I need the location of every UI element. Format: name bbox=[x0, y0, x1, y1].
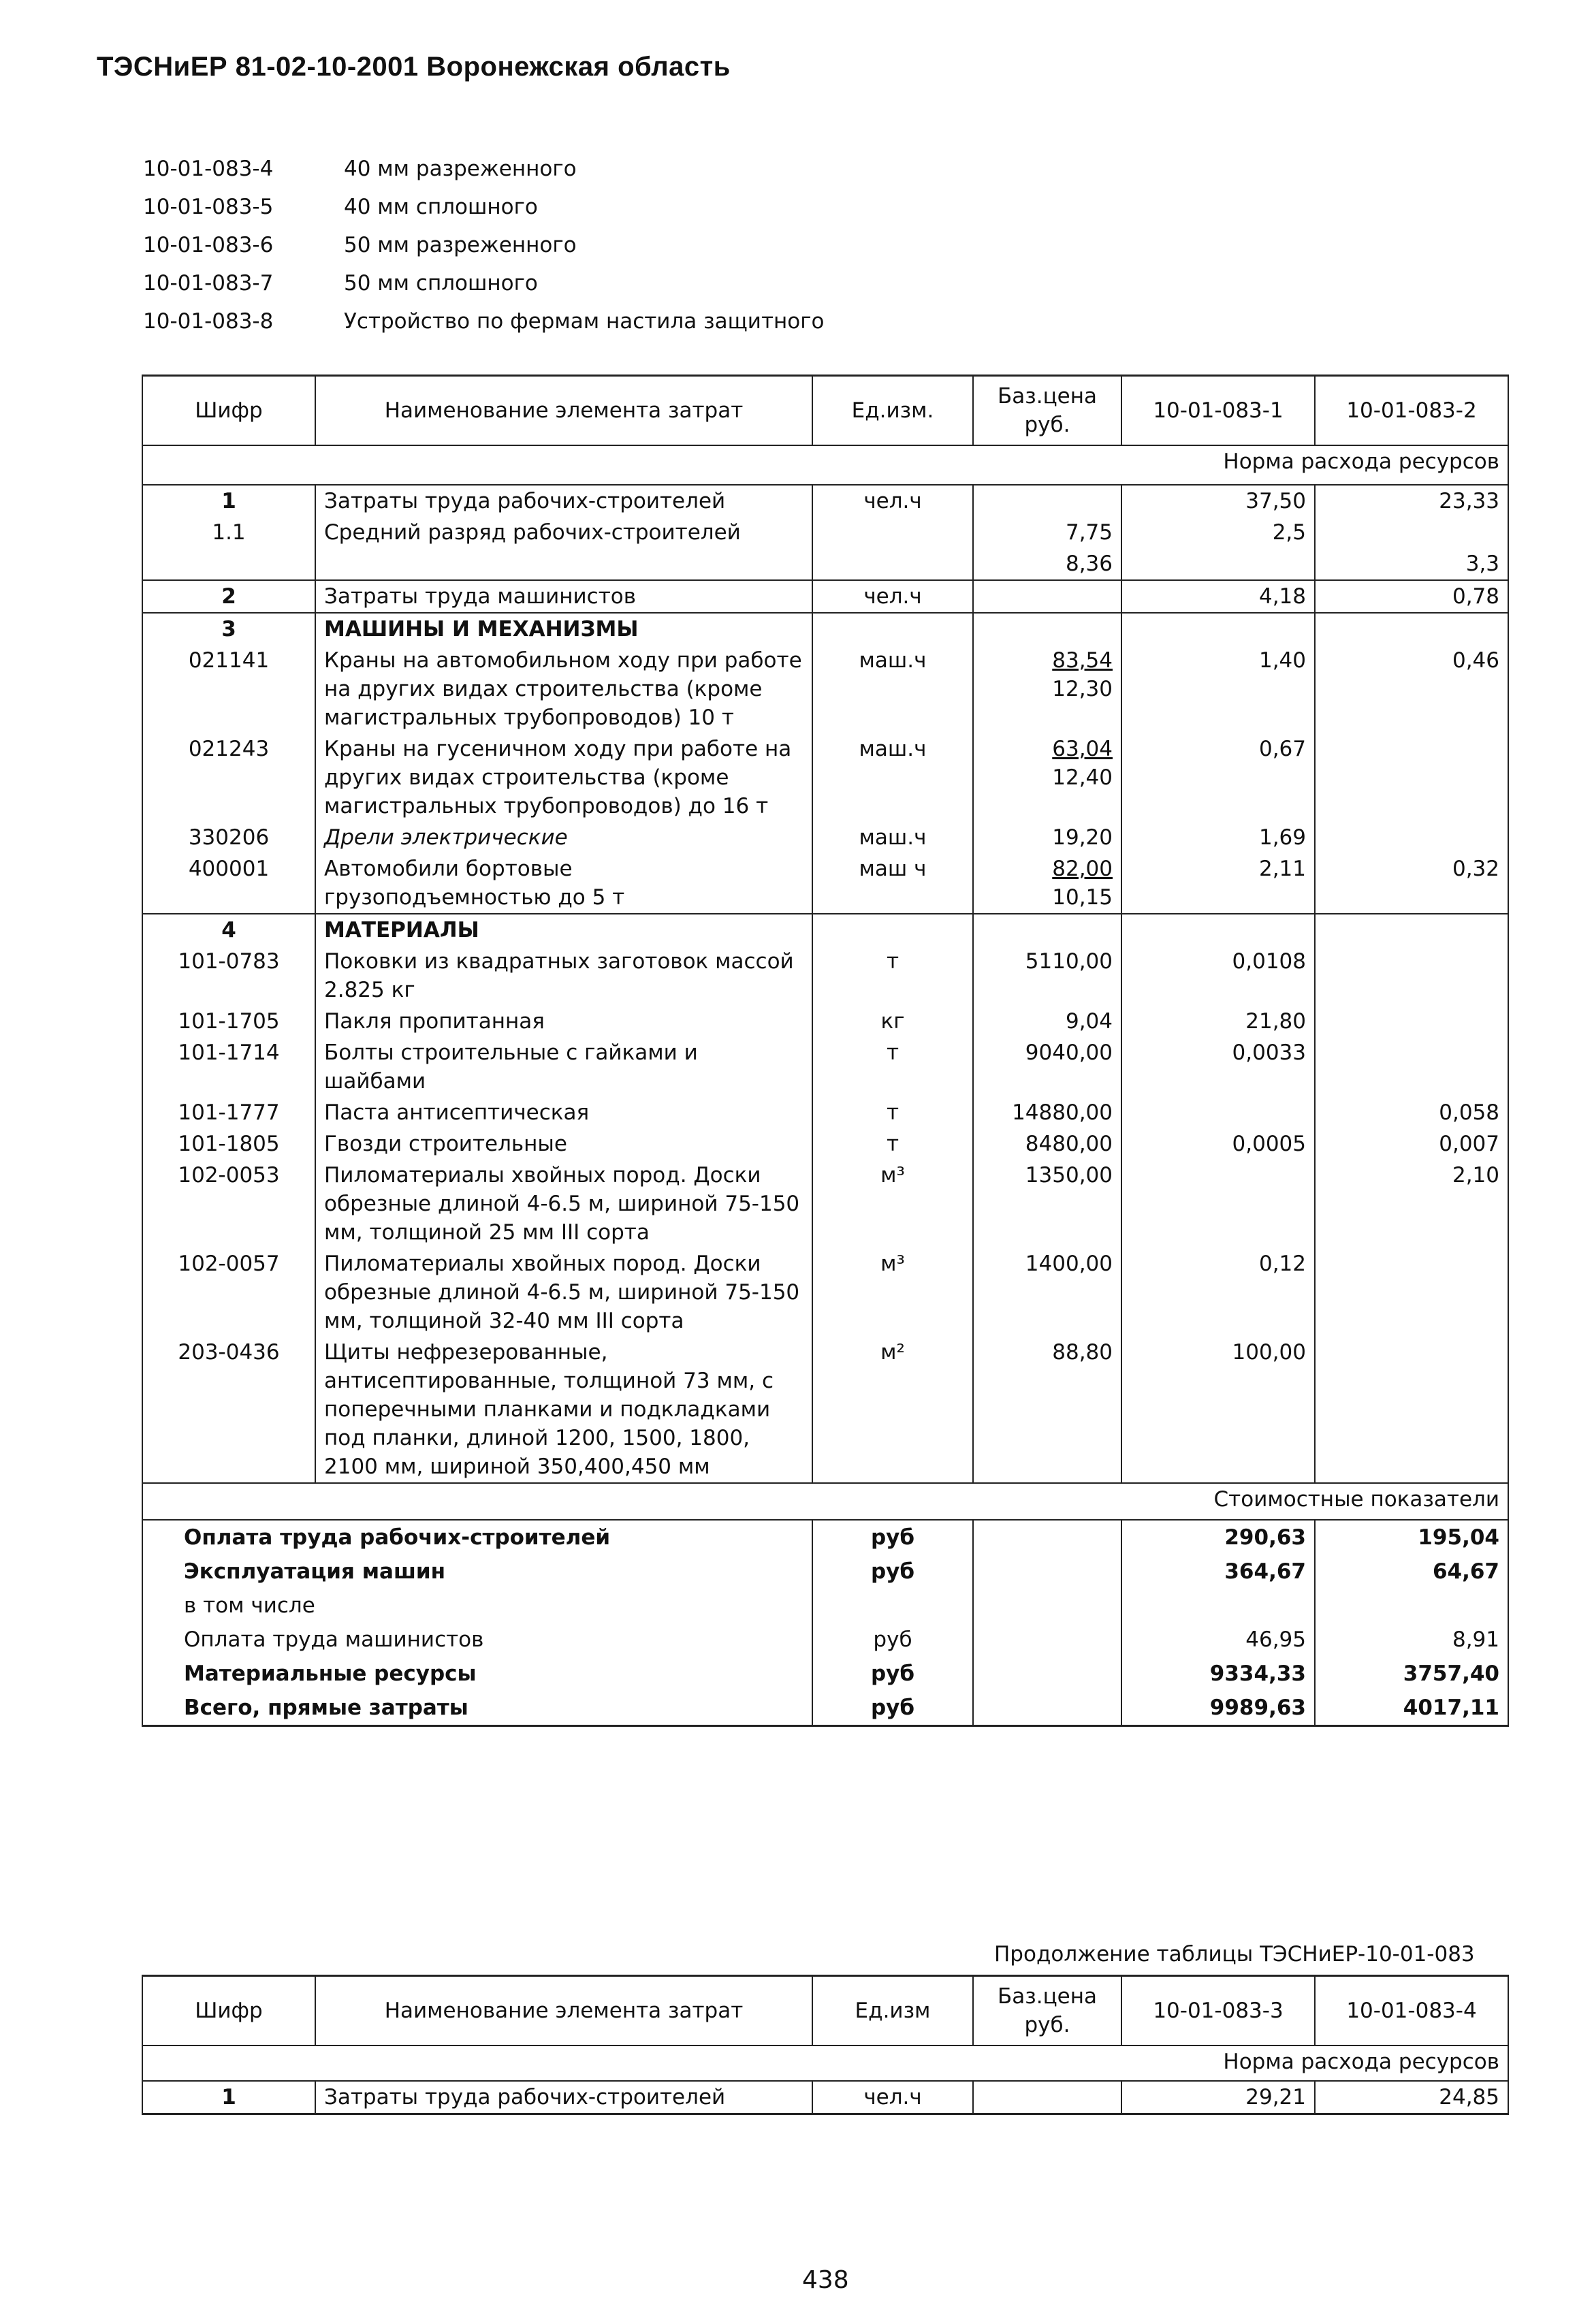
variant-code: 10-01-083-8 bbox=[143, 309, 274, 334]
variant-name: 40 мм сплошного bbox=[344, 195, 538, 219]
row-name: Затраты труда рабочих-строителей bbox=[315, 2081, 812, 2114]
row-code: 2 bbox=[142, 580, 315, 613]
row-value-1: 0,67 bbox=[1121, 733, 1315, 822]
summary-value-1: 9334,33 bbox=[1121, 1657, 1315, 1691]
row-code: 4 bbox=[142, 914, 315, 946]
row-value-2: 3,3 bbox=[1315, 548, 1508, 580]
row-value-1: 100,00 bbox=[1121, 1337, 1315, 1483]
row-value-2 bbox=[1315, 1337, 1508, 1483]
header-col1: 10-01-083-1 bbox=[1121, 376, 1315, 446]
row-value-2: 2,10 bbox=[1315, 1160, 1508, 1248]
row-unit: м³ bbox=[812, 1160, 973, 1248]
summary-name: Оплата труда машинистов bbox=[142, 1623, 812, 1657]
row-value-1 bbox=[1121, 548, 1315, 580]
row-code: 400001 bbox=[142, 853, 315, 914]
summary-unit: руб bbox=[812, 1623, 973, 1657]
table-row bbox=[142, 1037, 1508, 1097]
row-unit: маш ч bbox=[812, 853, 973, 914]
row-unit: т bbox=[812, 1128, 973, 1160]
header-unit: Ед.изм. bbox=[812, 376, 973, 446]
table-row bbox=[142, 1248, 1508, 1337]
header-col2: 10-01-083-2 bbox=[1315, 376, 1508, 446]
table-row bbox=[142, 1160, 1508, 1248]
row-price-machinist: 12,40 bbox=[1052, 765, 1113, 790]
variant-code: 10-01-083-7 bbox=[143, 271, 274, 296]
header-name: Наименование элемента затрат bbox=[315, 376, 812, 446]
row-price-machinist: 12,30 bbox=[1052, 677, 1113, 701]
variant-item bbox=[143, 271, 825, 309]
row-code: 1.1 bbox=[142, 517, 315, 548]
row-value-2: 24,85 bbox=[1315, 2081, 1508, 2114]
row-price: 1350,00 bbox=[973, 1160, 1121, 1248]
variant-name: 50 мм сплошного bbox=[344, 271, 538, 296]
row-value-2 bbox=[1315, 1037, 1508, 1097]
row-value-2 bbox=[1315, 946, 1508, 1006]
row-value-2: 0,007 bbox=[1315, 1128, 1508, 1160]
table-row bbox=[142, 517, 1508, 548]
row-code: 102-0057 bbox=[142, 1248, 315, 1337]
cost-caption: Стоимостные показатели bbox=[142, 1483, 1508, 1520]
header-name: Наименование элемента затрат bbox=[315, 1976, 812, 2046]
summary-unit bbox=[812, 1589, 973, 1623]
row-value-2: 0,46 bbox=[1315, 645, 1508, 733]
header-price: Баз.цена руб. bbox=[973, 1976, 1121, 2046]
variant-code: 10-01-083-5 bbox=[143, 195, 274, 219]
row-price: 83,54 bbox=[1052, 648, 1113, 673]
row-unit: м² bbox=[812, 1337, 973, 1483]
norm-caption: Норма расхода ресурсов bbox=[142, 445, 1508, 485]
row-code: 203-0436 bbox=[142, 1337, 315, 1483]
row-name: Средний разряд рабочих-строителей bbox=[315, 517, 812, 548]
summary-row bbox=[142, 1589, 1508, 1623]
row-unit: т bbox=[812, 946, 973, 1006]
row-value-1: 37,50 bbox=[1121, 485, 1315, 517]
row-name: Пакля пропитанная bbox=[315, 1006, 812, 1037]
variant-name: Устройство по фермам настила защитного bbox=[344, 309, 825, 334]
summary-value-2: 8,91 bbox=[1315, 1623, 1508, 1657]
norm-caption-row bbox=[142, 2046, 1508, 2081]
row-code: 101-1714 bbox=[142, 1037, 315, 1097]
section-row bbox=[142, 613, 1508, 645]
variant-name: 50 мм разреженного bbox=[344, 233, 577, 257]
table-row bbox=[142, 733, 1508, 822]
row-unit: маш.ч bbox=[812, 645, 973, 733]
row-name: Затраты труда рабочих-строителей bbox=[315, 485, 812, 517]
row-unit: м³ bbox=[812, 1248, 973, 1337]
summary-value-1 bbox=[1121, 1589, 1315, 1623]
row-code: 102-0053 bbox=[142, 1160, 315, 1248]
row-name: Автомобили бортовые грузоподъемностью до 5 т bbox=[315, 853, 812, 914]
row-value-2: 0,058 bbox=[1315, 1097, 1508, 1128]
row-price: 14880,00 bbox=[973, 1097, 1121, 1128]
row-price: 9,04 bbox=[973, 1006, 1121, 1037]
row-value-2 bbox=[1315, 1248, 1508, 1337]
summary-unit: руб bbox=[812, 1520, 973, 1555]
variant-name: 40 мм разреженного bbox=[344, 157, 577, 181]
row-unit bbox=[812, 517, 973, 548]
row-unit: маш.ч bbox=[812, 822, 973, 853]
row-price bbox=[973, 580, 1121, 613]
summary-unit: руб bbox=[812, 1555, 973, 1589]
row-name: Щиты нефрезерованные, антисептированные, толщиной 73 мм, с поперечными планками и подкладками под планки, длиной 1200, 1500, 1800, 2100 мм, шириной 350,400,450 мм bbox=[315, 1337, 812, 1483]
table-row bbox=[142, 548, 1508, 580]
row-code: 3 bbox=[142, 613, 315, 645]
variant-code: 10-01-083-4 bbox=[143, 157, 274, 181]
table-row bbox=[142, 853, 1508, 914]
row-value-1: 2,5 bbox=[1121, 517, 1315, 548]
row-name: Дрели электрические bbox=[315, 822, 812, 853]
row-value-1 bbox=[1121, 1160, 1315, 1248]
summary-value-1: 290,63 bbox=[1121, 1520, 1315, 1555]
header-col1: 10-01-083-3 bbox=[1121, 1976, 1315, 2046]
variant-item bbox=[143, 233, 825, 271]
section-title: МАТЕРИАЛЫ bbox=[315, 914, 812, 946]
row-price: 8480,00 bbox=[973, 1128, 1121, 1160]
summary-value-1: 364,67 bbox=[1121, 1555, 1315, 1589]
norm-caption-row bbox=[142, 445, 1508, 485]
norm-caption: Норма расхода ресурсов bbox=[142, 2046, 1508, 2081]
row-price: 19,20 bbox=[973, 822, 1121, 853]
row-code: 1 bbox=[142, 2081, 315, 2114]
row-price bbox=[973, 485, 1121, 517]
row-code: 101-0783 bbox=[142, 946, 315, 1006]
table-header-row bbox=[142, 376, 1508, 446]
row-name: Паста антисептическая bbox=[315, 1097, 812, 1128]
row-code: 330206 bbox=[142, 822, 315, 853]
row-value-2 bbox=[1315, 517, 1508, 548]
row-price: 63,04 bbox=[1052, 737, 1113, 761]
table-row bbox=[142, 2081, 1508, 2114]
summary-value-2: 195,04 bbox=[1315, 1520, 1508, 1555]
resource-table bbox=[142, 375, 1509, 1727]
summary-value-2: 64,67 bbox=[1315, 1555, 1508, 1589]
table-row bbox=[142, 822, 1508, 853]
summary-name: Эксплуатация машин bbox=[142, 1555, 812, 1589]
header-code: Шифр bbox=[142, 376, 315, 446]
row-unit: чел.ч bbox=[812, 2081, 973, 2114]
row-price: 7,75 bbox=[973, 517, 1121, 548]
table-row bbox=[142, 580, 1508, 613]
row-unit bbox=[812, 548, 973, 580]
row-unit: т bbox=[812, 1037, 973, 1097]
summary-row bbox=[142, 1657, 1508, 1691]
row-name: Гвозди строительные bbox=[315, 1128, 812, 1160]
summary-unit: руб bbox=[812, 1691, 973, 1726]
row-price-machinist: 10,15 bbox=[1052, 885, 1113, 910]
row-price: 88,80 bbox=[973, 1337, 1121, 1483]
row-value-2: 23,33 bbox=[1315, 485, 1508, 517]
row-unit: т bbox=[812, 1097, 973, 1128]
table-row bbox=[142, 1006, 1508, 1037]
table-row bbox=[142, 946, 1508, 1006]
row-name bbox=[315, 548, 812, 580]
table-row bbox=[142, 1128, 1508, 1160]
header-col2: 10-01-083-4 bbox=[1315, 1976, 1508, 2046]
summary-name: Оплата труда рабочих-строителей bbox=[142, 1520, 812, 1555]
row-value-2: 0,32 bbox=[1315, 853, 1508, 914]
summary-value-2: 4017,11 bbox=[1315, 1691, 1508, 1726]
table-row bbox=[142, 485, 1508, 517]
summary-unit: руб bbox=[812, 1657, 973, 1691]
row-name: Краны на гусеничном ходу при работе на других видах строительства (кроме магистральных трубопроводов) до 16 т bbox=[315, 733, 812, 822]
row-price: 8,36 bbox=[973, 548, 1121, 580]
row-code bbox=[142, 548, 315, 580]
variant-item bbox=[143, 157, 825, 195]
table-row bbox=[142, 645, 1508, 733]
row-value-1: 2,11 bbox=[1121, 853, 1315, 914]
row-value-1: 0,0005 bbox=[1121, 1128, 1315, 1160]
row-unit: чел.ч bbox=[812, 580, 973, 613]
header-unit: Ед.изм bbox=[812, 1976, 973, 2046]
table-row bbox=[142, 1337, 1508, 1483]
row-unit: чел.ч bbox=[812, 485, 973, 517]
row-code: 1 bbox=[142, 485, 315, 517]
row-value-1: 1,69 bbox=[1121, 822, 1315, 853]
row-code: 101-1805 bbox=[142, 1128, 315, 1160]
table-header-row bbox=[142, 1976, 1508, 2046]
row-value-1: 0,12 bbox=[1121, 1248, 1315, 1337]
row-value-1: 29,21 bbox=[1121, 2081, 1315, 2114]
row-value-1 bbox=[1121, 1097, 1315, 1128]
row-code: 101-1777 bbox=[142, 1097, 315, 1128]
summary-row bbox=[142, 1555, 1508, 1589]
row-value-1: 0,0108 bbox=[1121, 946, 1315, 1006]
variant-item bbox=[143, 309, 825, 347]
section-title: МАШИНЫ И МЕХАНИЗМЫ bbox=[315, 613, 812, 645]
header-price: Баз.цена руб. bbox=[973, 376, 1121, 446]
summary-value-1: 46,95 bbox=[1121, 1623, 1315, 1657]
cost-caption-row bbox=[142, 1483, 1508, 1520]
row-name: Болты строительные с гайками и шайбами bbox=[315, 1037, 812, 1097]
row-price: 9040,00 bbox=[973, 1037, 1121, 1097]
row-code: 101-1705 bbox=[142, 1006, 315, 1037]
summary-value-2: 3757,40 bbox=[1315, 1657, 1508, 1691]
row-unit: маш.ч bbox=[812, 733, 973, 822]
row-value-1: 21,80 bbox=[1121, 1006, 1315, 1037]
row-value-1: 1,40 bbox=[1121, 645, 1315, 733]
row-price: 1400,00 bbox=[973, 1248, 1121, 1337]
row-value-1: 4,18 bbox=[1121, 580, 1315, 613]
summary-row bbox=[142, 1691, 1508, 1726]
page-number: 438 bbox=[802, 2266, 849, 2294]
summary-row bbox=[142, 1623, 1508, 1657]
row-code: 021243 bbox=[142, 733, 315, 822]
summary-row bbox=[142, 1520, 1508, 1555]
row-name: Поковки из квадратных заготовок массой 2.825 кг bbox=[315, 946, 812, 1006]
summary-name: Всего, прямые затраты bbox=[142, 1691, 812, 1726]
summary-value-1: 9989,63 bbox=[1121, 1691, 1315, 1726]
row-value-2 bbox=[1315, 1006, 1508, 1037]
variant-code: 10-01-083-6 bbox=[143, 233, 274, 257]
continuation-caption: Продолжение таблицы ТЭСНиЕР-10-01-083 bbox=[994, 1942, 1475, 1967]
row-price: 82,00 bbox=[1052, 857, 1113, 881]
variant-list bbox=[143, 157, 825, 347]
row-value-1: 0,0033 bbox=[1121, 1037, 1315, 1097]
row-price: 5110,00 bbox=[973, 946, 1121, 1006]
row-price bbox=[973, 2081, 1121, 2114]
summary-value-2 bbox=[1315, 1589, 1508, 1623]
row-name: Затраты труда машинистов bbox=[315, 580, 812, 613]
row-value-2: 0,78 bbox=[1315, 580, 1508, 613]
row-value-2 bbox=[1315, 822, 1508, 853]
page-title: ТЭСНиЕР 81-02-10-2001 Воронежская область bbox=[97, 52, 731, 82]
row-code: 021141 bbox=[142, 645, 315, 733]
row-name: Пиломатериалы хвойных пород. Доски обрезные длиной 4-6.5 м, шириной 75-150 мм, толщиной 25 мм III сорта bbox=[315, 1160, 812, 1248]
row-name: Краны на автомобильном ходу при работе на других видах строительства (кроме магистральных трубопроводов) 10 т bbox=[315, 645, 812, 733]
row-name: Пиломатериалы хвойных пород. Доски обрезные длиной 4-6.5 м, шириной 75-150 мм, толщиной 32-40 мм III сорта bbox=[315, 1248, 812, 1337]
row-value-2 bbox=[1315, 733, 1508, 822]
resource-table-continued bbox=[142, 1975, 1509, 2115]
table-row bbox=[142, 1097, 1508, 1128]
summary-name: в том числе bbox=[142, 1589, 812, 1623]
row-unit: кг bbox=[812, 1006, 973, 1037]
header-code: Шифр bbox=[142, 1976, 315, 2046]
variant-item bbox=[143, 195, 825, 233]
section-row bbox=[142, 914, 1508, 946]
summary-name: Материальные ресурсы bbox=[142, 1657, 812, 1691]
